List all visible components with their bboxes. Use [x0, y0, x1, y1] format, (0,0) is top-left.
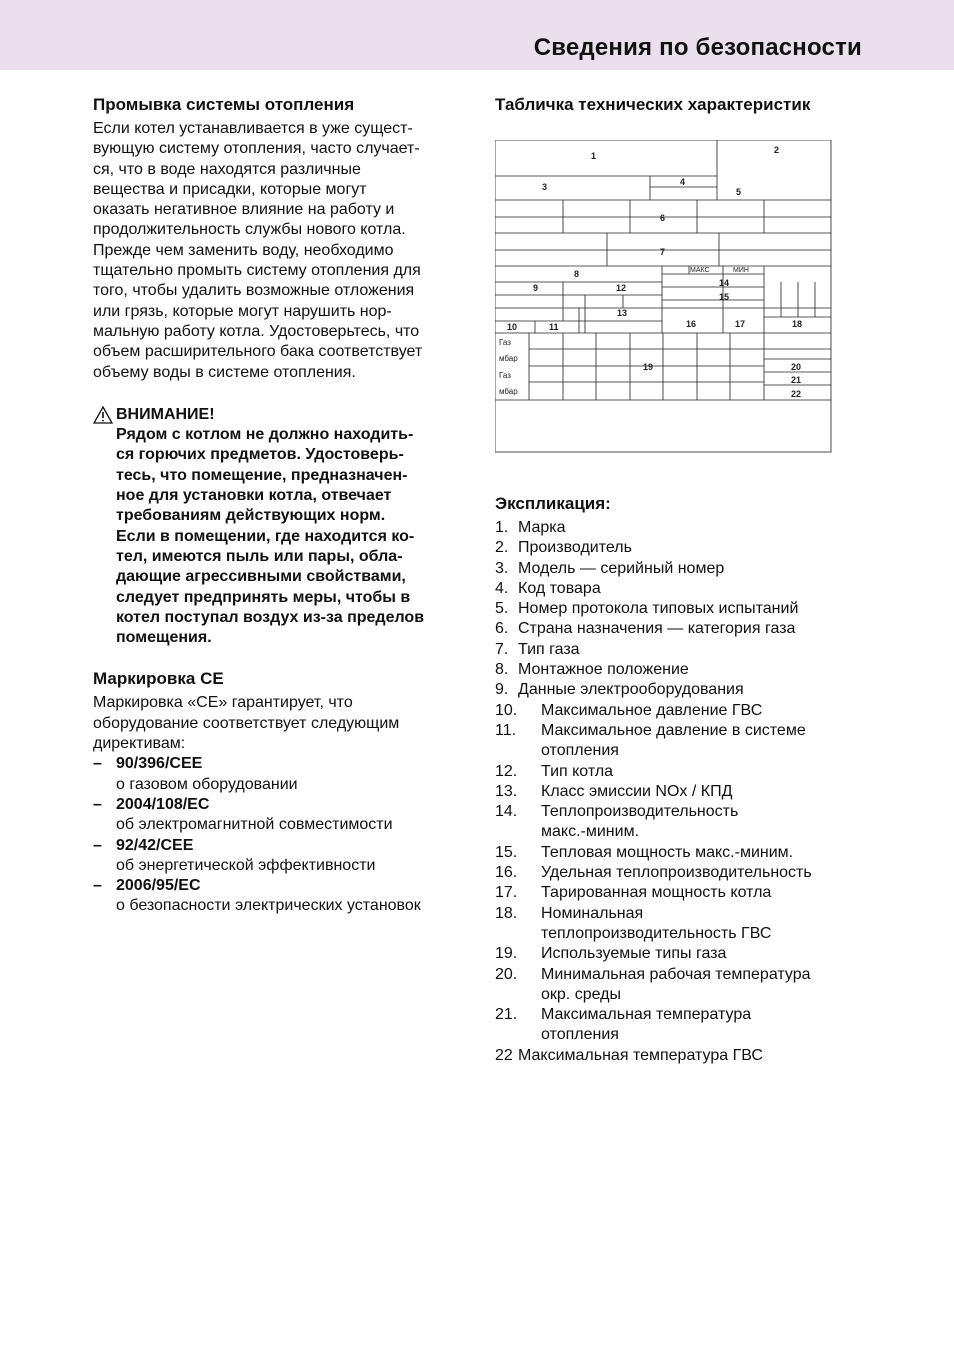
- directive-item: – 90/396/CEE: [93, 755, 203, 773]
- warning-triangle-icon: [93, 406, 113, 424]
- list-item: 3. Модель — серийный номер: [495, 559, 725, 577]
- explication-list: [495, 518, 855, 1066]
- list-item: 18. Номинальная теплопроизводительность ГВС: [495, 904, 772, 942]
- flush-heading: Промывка системы отопления: [93, 95, 355, 114]
- plate-label-20: 20: [791, 362, 802, 372]
- plate-label-16: 16: [686, 319, 697, 329]
- explication-heading: Экспликация:: [495, 494, 611, 513]
- list-item: 20. Минимальная рабочая температура окр. среды: [495, 965, 811, 1003]
- plate-label-15: 15: [719, 292, 730, 302]
- list-item: 21. Максимальная температура отопления: [495, 1006, 752, 1044]
- list-item: 6. Страна назначения — категория газа: [495, 620, 796, 638]
- directive-desc: об электромагнитной совместимости: [116, 816, 393, 834]
- list-item: 14. Теплопроизводительность макс.-миним.: [495, 803, 739, 841]
- list-item: 12. Тип котла: [495, 762, 614, 780]
- directive-desc: об энергетической эффективности: [116, 856, 376, 874]
- plate-label-12: 12: [616, 283, 627, 293]
- ce-heading: Маркировка CE: [93, 669, 224, 689]
- plate-max-label: МАКС: [690, 267, 710, 274]
- plate-mbar-label: мбар: [499, 354, 518, 363]
- directive-item: – 2004/108/EC: [93, 795, 210, 813]
- list-item: 11. Максимальное давление в системе отопления: [495, 721, 806, 760]
- plate-label-19: 19: [643, 362, 654, 372]
- plate-mbar-label: мбар: [499, 387, 518, 396]
- rating-plate-diagram: [495, 140, 832, 453]
- warning-header: [93, 405, 463, 425]
- directive-desc: о безопасности электрических установок: [116, 897, 421, 915]
- plate-heading: Табличка технических характеристик: [495, 95, 811, 114]
- plate-label-2: 2: [774, 145, 780, 155]
- list-item: 13. Класс эмиссии NOx / КПД: [495, 782, 733, 800]
- list-item: 17. Тарированная мощность котла: [495, 884, 772, 902]
- directive-list: [93, 754, 463, 916]
- warning-text: Рядом с котлом не должно находить- ся горючих предметов. Удостоверь- тесь, что помещение, предназначен- ное для установки котла, отвечает требованиям действующих норм. Если в помещении, где находится ко- тел, имеются пыль или пары, обла- дающие агрессивными свойствами, следует предпринять меры, чтобы в котел поступал воздух из-за пределов помещения.: [116, 426, 425, 647]
- list-item: 1. Марка: [495, 519, 566, 536]
- plate-label-21: 21: [791, 375, 802, 385]
- plate-min-label: МИН: [733, 267, 749, 274]
- list-item: 4. Код товара: [495, 579, 601, 597]
- plate-label-5: 5: [736, 187, 742, 197]
- plate-label-4: 4: [680, 177, 686, 187]
- list-item: 9. Данные электрооборудования: [495, 681, 744, 699]
- plate-label-17: 17: [735, 319, 746, 329]
- plate-label-1: 1: [591, 151, 597, 161]
- plate-label-18: 18: [792, 319, 803, 329]
- warning-title: ВНИМАНИЕ!: [116, 405, 215, 423]
- plate-label-8: 8: [574, 269, 580, 279]
- directive-desc: о газовом оборудовании: [116, 775, 298, 793]
- list-item: 7. Тип газа: [495, 640, 580, 658]
- warning-block: [93, 405, 463, 649]
- list-item: 15. Тепловая мощность макс.-миним.: [495, 843, 794, 861]
- rating-plate-svg: [495, 140, 832, 453]
- list-item: 19. Используемые типы газа: [495, 945, 727, 963]
- list-item: 16. Удельная теплопроизводительность: [495, 864, 812, 882]
- directive-item: – 92/42/CEE: [93, 836, 194, 854]
- plate-label-9: 9: [533, 283, 539, 293]
- plate-label-10: 10: [507, 322, 518, 332]
- left-column: [93, 94, 463, 917]
- explication-section: [495, 493, 855, 1066]
- page-title: Сведения по безопасности: [533, 34, 862, 61]
- plate-label-3: 3: [542, 182, 548, 192]
- plate-label-22: 22: [791, 389, 802, 399]
- plate-label-6: 6: [660, 213, 666, 223]
- flush-text: Если котел устанавливается в уже сущест- вующую систему отопления, часто случает- ся, что в воде находятся различные вещества и присадки, которые могут оказать негативное влияние на работу и продолжительность службы нового котла. Прежде чем заменить воду, необходимо тщательно промыть систему отопления для того, чтобы удалить возможные отложения или грязь, которые могут нарушить нор- мальную работу котла. Удостоверьтесь, что объем расширительного бака соответствует объему воды в системе отопления.: [93, 120, 423, 381]
- right-column: [495, 94, 855, 1066]
- list-item: 8. Монтажное положение: [495, 661, 689, 679]
- list-item: 10. Максимальное давление ГВС: [495, 701, 763, 719]
- list-item: 2. Производитель: [495, 539, 632, 557]
- plate-gas-label: Газ: [499, 338, 511, 347]
- list-item: 22 Максимальная температура ГВС: [495, 1046, 763, 1064]
- plate-label-7: 7: [660, 247, 666, 257]
- plate-gas-label: Газ: [499, 371, 511, 380]
- plate-label-13: 13: [617, 308, 628, 318]
- list-item: 5. Номер протокола типовых испытаний: [495, 600, 799, 618]
- ce-intro: Маркировка «CE» гарантирует, что оборудование соответствует следующим директивам:: [93, 694, 400, 753]
- plate-label-14: 14: [719, 278, 730, 288]
- ce-section: [93, 668, 463, 916]
- directive-item: – 2006/95/EC: [93, 877, 201, 895]
- plate-label-11: 11: [549, 322, 559, 332]
